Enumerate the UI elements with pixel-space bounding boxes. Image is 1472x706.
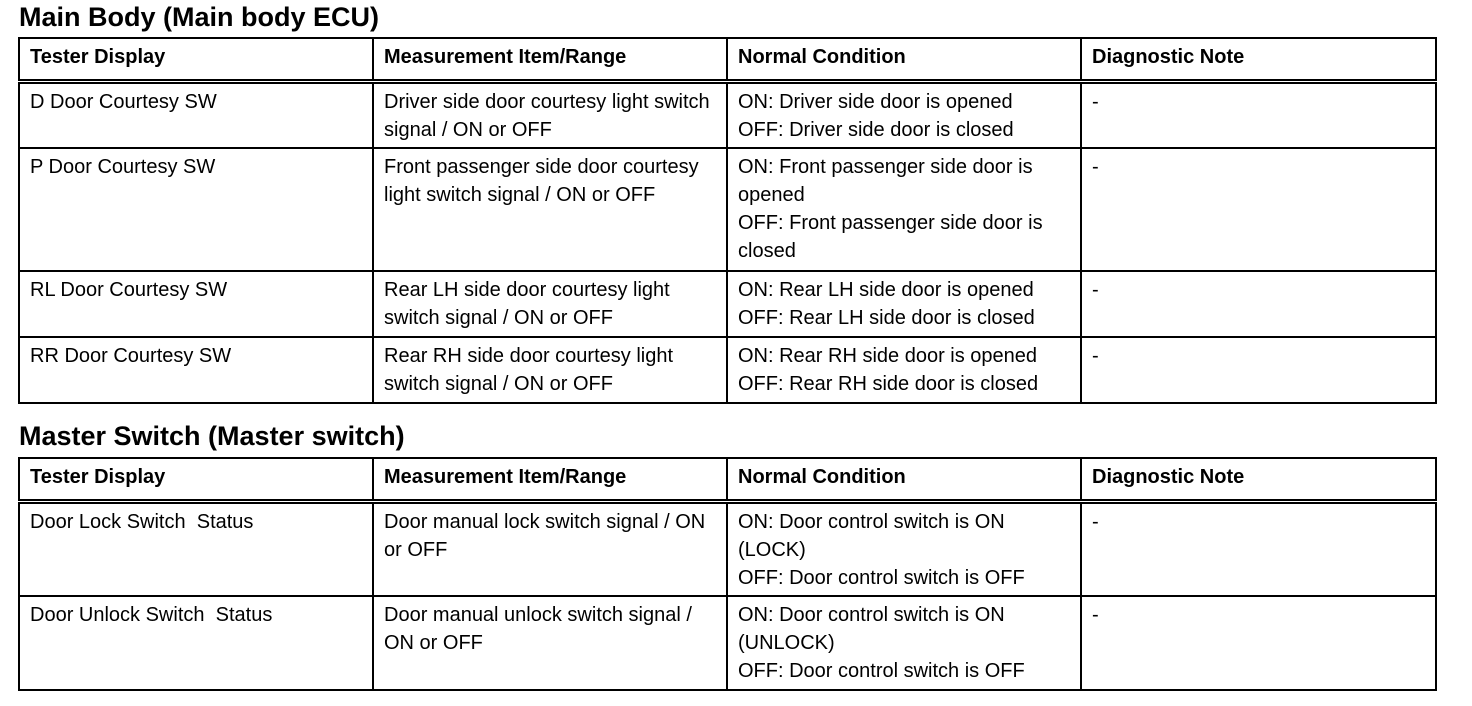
- normal-off-text: OFF: Driver side door is closed: [738, 119, 1014, 141]
- cell-diagnostic-note: -: [1081, 271, 1436, 337]
- cell-normal-condition: [727, 596, 1081, 690]
- normal-on-text: ON: Door control switch is ON (LOCK): [738, 511, 1005, 561]
- cell-measurement: Front passenger side door courtesy light switch signal / ON or OFF: [373, 148, 727, 271]
- header-diagnostic-note: Diagnostic Note: [1081, 458, 1436, 502]
- cell-measurement: Driver side door courtesy light switch signal / ON or OFF: [373, 82, 727, 148]
- cell-measurement: Rear RH side door courtesy light switch signal / ON or OFF: [373, 337, 727, 403]
- header-tester-display: Tester Display: [19, 38, 373, 82]
- header-normal-condition: Normal Condition: [727, 38, 1081, 82]
- cell-normal-condition: [727, 271, 1081, 337]
- cell-diagnostic-note: -: [1081, 148, 1436, 271]
- table-row: [19, 596, 1436, 690]
- cell-tester-display: Door Unlock Switch Status: [19, 596, 373, 690]
- section-title-master-switch: Master Switch (Master switch): [19, 421, 405, 451]
- normal-on-text: ON: Front passenger side door is opened: [738, 155, 1033, 206]
- cell-diagnostic-note: -: [1081, 337, 1436, 403]
- cell-tester-display: Door Lock Switch Status: [19, 502, 373, 596]
- cell-measurement: Door manual unlock switch signal / ON or OFF: [373, 596, 727, 690]
- cell-normal-condition: [727, 82, 1081, 148]
- table-row: [19, 148, 1436, 271]
- cell-diagnostic-note: -: [1081, 502, 1436, 596]
- header-measurement-item: Measurement Item/Range: [373, 458, 727, 502]
- cell-normal-condition: [727, 502, 1081, 596]
- table-row: [19, 337, 1436, 403]
- section-title-main-body: Main Body (Main body ECU): [19, 2, 379, 32]
- cell-normal-condition: [727, 337, 1081, 403]
- normal-on-text: ON: Driver side door is opened: [738, 91, 1013, 113]
- header-normal-condition: Normal Condition: [727, 458, 1081, 502]
- normal-off-text: OFF: Rear RH side door is closed: [738, 372, 1039, 395]
- cell-tester-display: P Door Courtesy SW: [19, 148, 373, 271]
- cell-tester-display: RR Door Courtesy SW: [19, 337, 373, 403]
- table-header-row: [19, 38, 1436, 82]
- table-header-row: [19, 458, 1436, 502]
- cell-diagnostic-note: -: [1081, 596, 1436, 690]
- header-tester-display: Tester Display: [19, 458, 373, 502]
- master-switch-table: [18, 457, 1437, 691]
- table-row: [19, 502, 1436, 596]
- cell-normal-condition: [727, 148, 1081, 271]
- normal-off-text: OFF: Rear LH side door is closed: [738, 306, 1035, 329]
- cell-measurement: Rear LH side door courtesy light switch signal / ON or OFF: [373, 271, 727, 337]
- header-measurement-item: Measurement Item/Range: [373, 38, 727, 82]
- cell-measurement: Door manual lock switch signal / ON or OFF: [373, 502, 727, 596]
- cell-diagnostic-note: -: [1081, 82, 1436, 148]
- table-row: [19, 271, 1436, 337]
- normal-off-text: OFF: Door control switch is OFF: [738, 567, 1025, 589]
- normal-on-text: ON: Rear LH side door is opened: [738, 278, 1034, 301]
- normal-on-text: ON: Door control switch is ON (UNLOCK): [738, 603, 1005, 654]
- header-diagnostic-note: Diagnostic Note: [1081, 38, 1436, 82]
- normal-on-text: ON: Rear RH side door is opened: [738, 344, 1038, 367]
- table-row: [19, 82, 1436, 148]
- cell-tester-display: RL Door Courtesy SW: [19, 271, 373, 337]
- cell-tester-display: D Door Courtesy SW: [19, 82, 373, 148]
- main-body-table: [18, 37, 1437, 404]
- normal-off-text: OFF: Door control switch is OFF: [738, 659, 1025, 682]
- normal-off-text: OFF: Front passenger side door is closed: [738, 211, 1043, 262]
